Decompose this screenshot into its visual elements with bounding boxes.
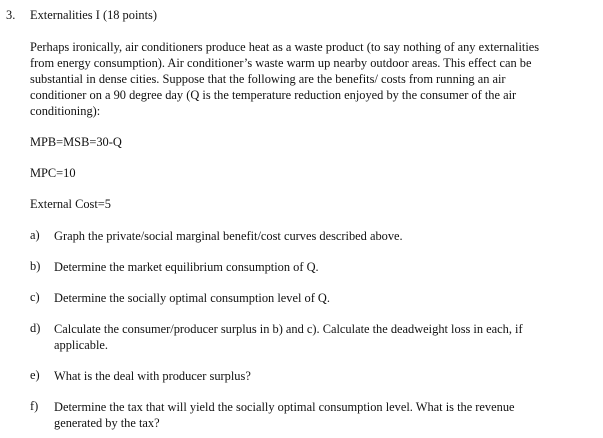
part-label: a) [30,228,40,242]
paragraph-line: substantial in dense cities. Suppose that the following are the benefits/ costs from running an air [30,72,506,86]
part-text: generated by the tax? [54,416,160,430]
part-text: applicable. [54,338,109,352]
mpc-equation: MPC=10 [30,166,76,180]
question-number: 3. [6,8,16,22]
intro-paragraph [30,39,596,119]
paragraph-line: Perhaps ironically, air conditioners produce heat as a waste product (to say nothing of any externalities [30,40,540,54]
part-label: f) [30,399,39,413]
part-label: d) [30,321,41,335]
part-label: c) [30,290,40,304]
paragraph-line: from energy consumption). Air conditioner’s waste warm up nearby outdoor areas. This effect can be [30,56,532,70]
external-cost-equation: External Cost=5 [30,197,111,211]
paragraph-line: conditioner on a 90 degree day (Q is the temperature reduction enjoyed by the consumer of the air [30,88,517,102]
question-title: Externalities I (18 points) [30,8,157,22]
part-label: b) [30,259,41,273]
part-label: e) [30,368,40,382]
part-text: Determine the market equilibrium consumption of Q. [54,260,319,274]
part-text: Calculate the consumer/producer surplus in b) and c). Calculate the deadweight loss in each, if [54,322,523,336]
part-text: Graph the private/social marginal benefit/cost curves described above. [54,229,403,243]
part-text: Determine the socially optimal consumption level of Q. [54,291,330,305]
mpb-equation: MPB=MSB=30-Q [30,135,122,149]
paragraph-line: conditioning): [30,104,101,118]
part-text: What is the deal with producer surplus? [54,369,251,383]
part-text: Determine the tax that will yield the socially optimal consumption level. What is the revenue [54,400,515,414]
